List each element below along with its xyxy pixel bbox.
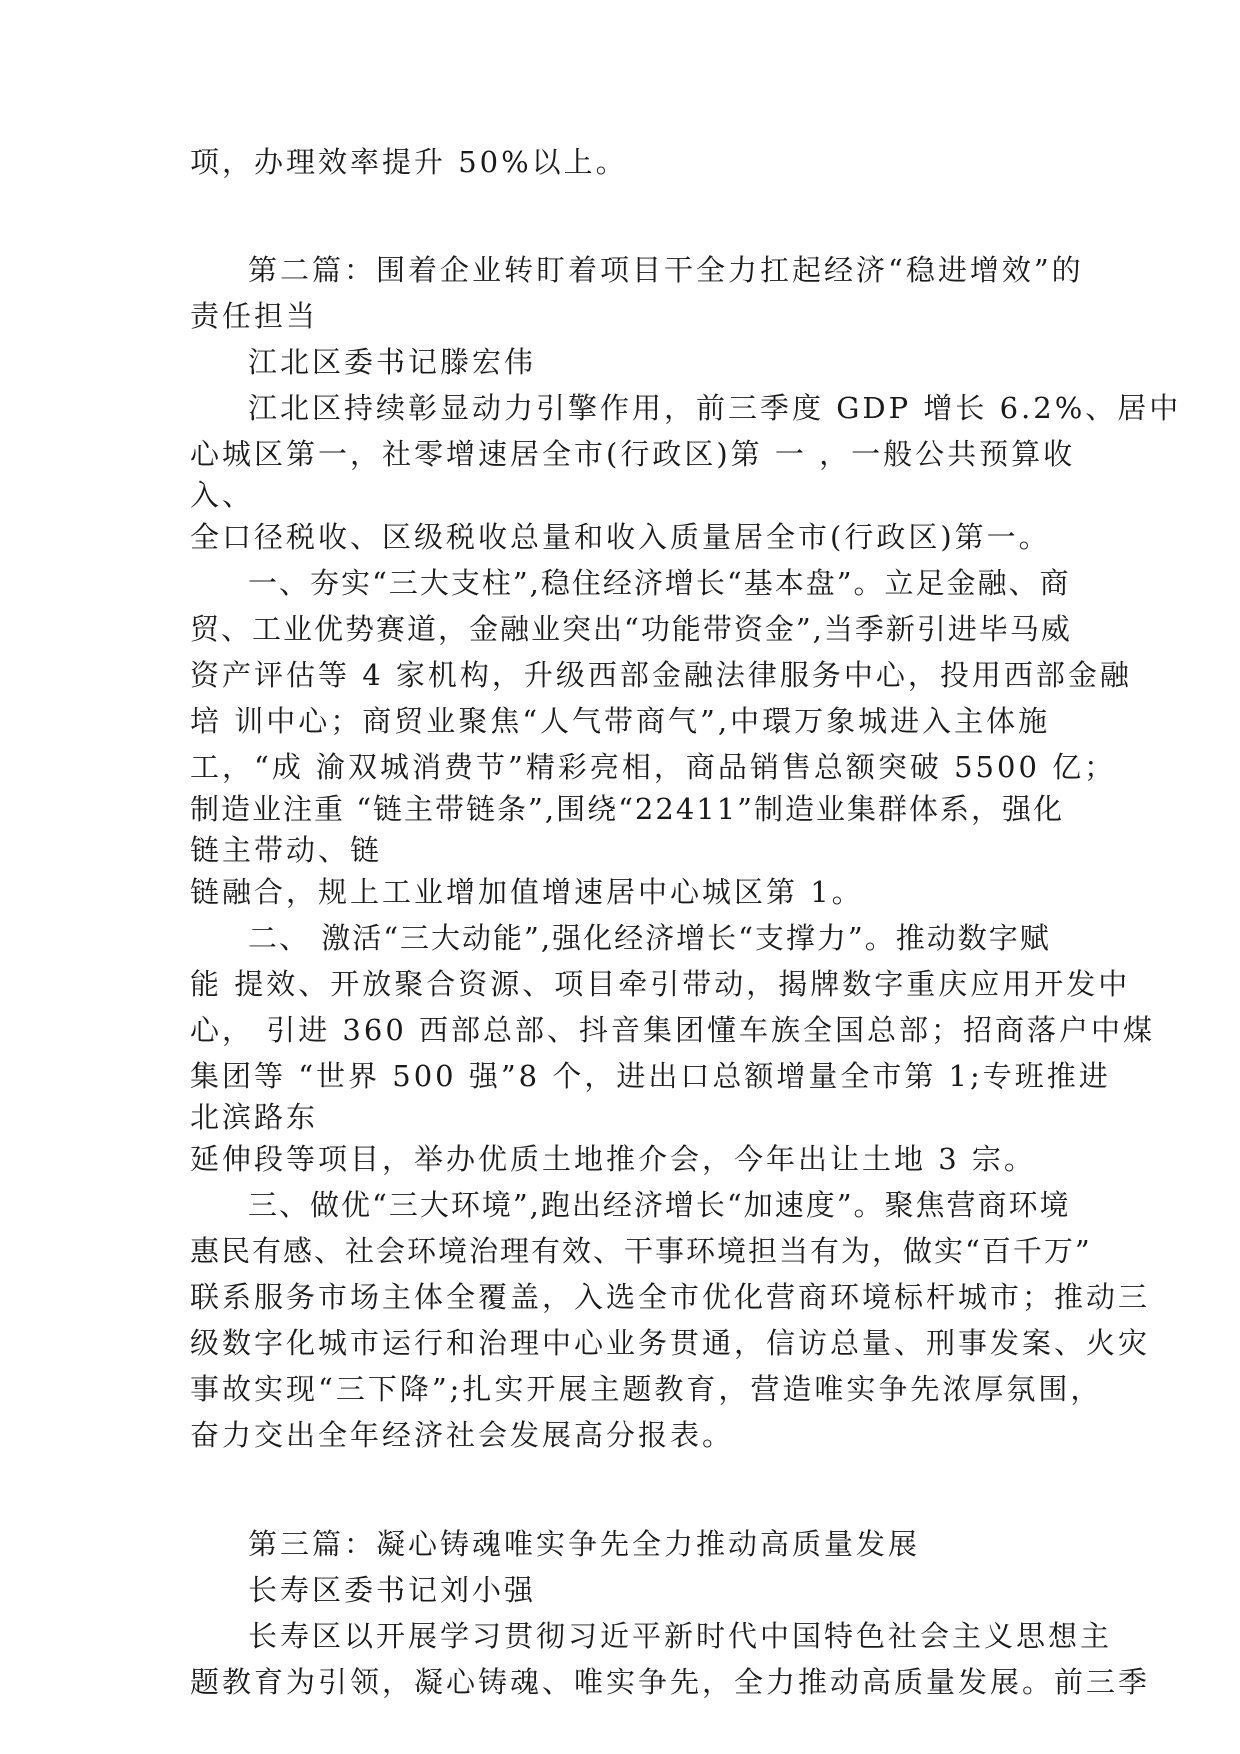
body-text-line: 联系服务市场主体全覆盖，入选全市优化营商环境标杆城市；推动三 (190, 1280, 1151, 1314)
body-text-line: 链融合，规上工业增加值增速居中心城区第 1。 (190, 875, 864, 909)
body-text-line: 项，办理效率提升 50%以上。 (190, 145, 628, 179)
body-text-line: 心城区第一，社零增速居全市(行政区)第 一 ，一般公共预算收 (190, 437, 1076, 471)
body-text-line: 三、做优“三大环境”,跑出经济增长“加速度”。聚焦营商环境 (248, 1188, 1071, 1222)
body-text-line: 贸、工业优势赛道，金融业突出“功能带资金”,当季新引进毕马威 (190, 612, 1072, 646)
body-text-line: 心， 引进 360 西部总部、抖音集团懂车族全国总部；招商落户中煤 (190, 1013, 1156, 1047)
body-text-line: 二、 激活“三大动能”,强化经济增长“支撑力”。推动数字赋 (248, 921, 1051, 955)
body-text-line: 延伸段等项目，举办优质土地推介会，今年出让土地 3 宗。 (190, 1142, 1036, 1176)
body-text-line: 奋力交出全年经济社会发展高分报表。 (190, 1418, 735, 1452)
body-text-line: 集团等 “世界 500 强”8 个，进出口总额增量全市第 1;专班推进 (190, 1059, 1111, 1093)
body-text-line: 惠民有感、社会环境治理有效、干事环境担当有为，做实“百千万” (190, 1234, 1092, 1268)
section-heading-continued: 责任担当 (190, 299, 319, 333)
body-text-line: 题教育为引领，凝心铸魂、唯实争先，全力推动高质量发展。前三季 (190, 1665, 1151, 1699)
body-text-line: 链主带动、链 (190, 833, 383, 867)
section-heading: 第二篇：围着企业转盯着项目干全力扛起经济“稳进增效”的 (248, 253, 1084, 287)
body-text-line: 级数字化城市运行和治理中心业务贯通，信访总量、刑事发案、火灾 (190, 1326, 1151, 1360)
body-text-line: 一、夯实“三大支柱”,稳住经济增长“基本盘”。立足金融、商 (248, 566, 1071, 600)
body-text-line: 资产评估等 4 家机构，升级西部金融法律服务中心，投用西部金融 (190, 658, 1132, 692)
body-text-line: 入、 (190, 478, 255, 512)
body-text-line: 江北区持续彰显动力引擎作用，前三季度 GDP 增长 6.2%、居中 (248, 391, 1182, 425)
body-text-line: 制造业注重 “链主带链条”,围绕“22411”制造业集群体系，强化 (190, 792, 1064, 826)
body-text-line: 全口径税收、区级税收总量和收入质量居全市(行政区)第一。 (190, 520, 1051, 554)
body-text-line: 工，“成 渝双城消费节”精彩亮相，商品销售总额突破 5500 亿； (190, 750, 1117, 784)
body-text-line: 长寿区以开展学习贯彻习近平新时代中国特色社会主义思想主 (248, 1619, 1113, 1653)
section-heading: 第三篇：凝心铸魂唯实争先全力推动高质量发展 (248, 1527, 921, 1561)
body-text-line: 能 提效、开放聚合资源、项目牵引带动，揭牌数字重庆应用开发中 (190, 967, 1131, 1001)
body-text-line: 事故实现“三下降”;扎实开展主题教育，营造唯实争先浓厚氛围， (190, 1372, 1103, 1406)
body-text-line: 北滨路东 (190, 1100, 319, 1134)
author-line: 江北区委书记滕宏伟 (248, 345, 537, 379)
body-text-line: 培 训中心；商贸业聚焦“人气带商气”,中環万象城进入主体施 (190, 704, 1051, 738)
author-line: 长寿区委书记刘小强 (248, 1573, 537, 1607)
